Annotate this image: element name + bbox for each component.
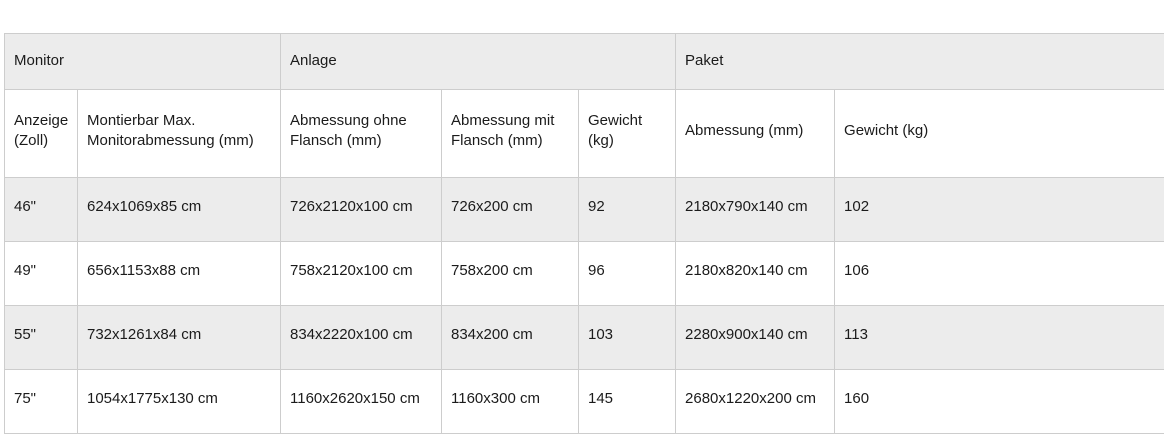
cell-size: 46" (5, 178, 78, 242)
cell-gewicht-paket: 160 (835, 370, 1164, 434)
group-header-paket: Paket (676, 34, 1164, 90)
cell-abmessung-ohne: 1160x2620x150 cm (281, 370, 442, 434)
cell-abmessung-paket: 2180x790x140 cm (676, 178, 835, 242)
cell-abmessung-paket: 2680x1220x200 cm (676, 370, 835, 434)
table-row-55 (5, 306, 1164, 370)
cell-gewicht-paket: 113 (835, 306, 1164, 370)
column-header-anzeige-zoll: Anzeige (Zoll) (5, 90, 78, 178)
cell-abmessung-mit: 758x200 cm (442, 242, 579, 306)
cell-monitorabmessung: 1054x1775x130 cm (78, 370, 281, 434)
cell-monitorabmessung: 656x1153x88 cm (78, 242, 281, 306)
column-header-row (5, 90, 1164, 178)
cell-gewicht-anlage: 92 (579, 178, 676, 242)
group-header-anlage: Anlage (281, 34, 676, 90)
column-header-abmessung-ohne-flansch: Abmessung ohne Flansch (mm) (281, 90, 442, 178)
cell-gewicht-paket: 102 (835, 178, 1164, 242)
table-row-75 (5, 370, 1164, 434)
group-header-row (5, 34, 1164, 90)
column-header-gewicht-anlage: Gewicht (kg) (579, 90, 676, 178)
cell-abmessung-ohne: 758x2120x100 cm (281, 242, 442, 306)
column-header-abmessung-paket: Abmessung (mm) (676, 90, 835, 178)
group-header-monitor: Monitor (5, 34, 281, 90)
cell-gewicht-anlage: 96 (579, 242, 676, 306)
cell-gewicht-anlage: 145 (579, 370, 676, 434)
column-header-gewicht-paket: Gewicht (kg) (835, 90, 1164, 178)
cell-size: 49" (5, 242, 78, 306)
cell-abmessung-mit: 726x200 cm (442, 178, 579, 242)
cell-abmessung-mit: 1160x300 cm (442, 370, 579, 434)
cell-gewicht-anlage: 103 (579, 306, 676, 370)
table-row-46 (5, 178, 1164, 242)
cell-abmessung-ohne: 726x2120x100 cm (281, 178, 442, 242)
cell-abmessung-ohne: 834x2220x100 cm (281, 306, 442, 370)
monitor-spec-table (4, 33, 1164, 434)
cell-size: 55" (5, 306, 78, 370)
cell-abmessung-mit: 834x200 cm (442, 306, 579, 370)
column-header-abmessung-mit-flansch: Abmessung mit Flansch (mm) (442, 90, 579, 178)
cell-abmessung-paket: 2180x820x140 cm (676, 242, 835, 306)
cell-gewicht-paket: 106 (835, 242, 1164, 306)
column-header-montierbar-max: Montierbar Max. Monitorabmessung (mm) (78, 90, 281, 178)
table-row-49 (5, 242, 1164, 306)
cell-abmessung-paket: 2280x900x140 cm (676, 306, 835, 370)
cell-size: 75" (5, 370, 78, 434)
cell-monitorabmessung: 624x1069x85 cm (78, 178, 281, 242)
cell-monitorabmessung: 732x1261x84 cm (78, 306, 281, 370)
